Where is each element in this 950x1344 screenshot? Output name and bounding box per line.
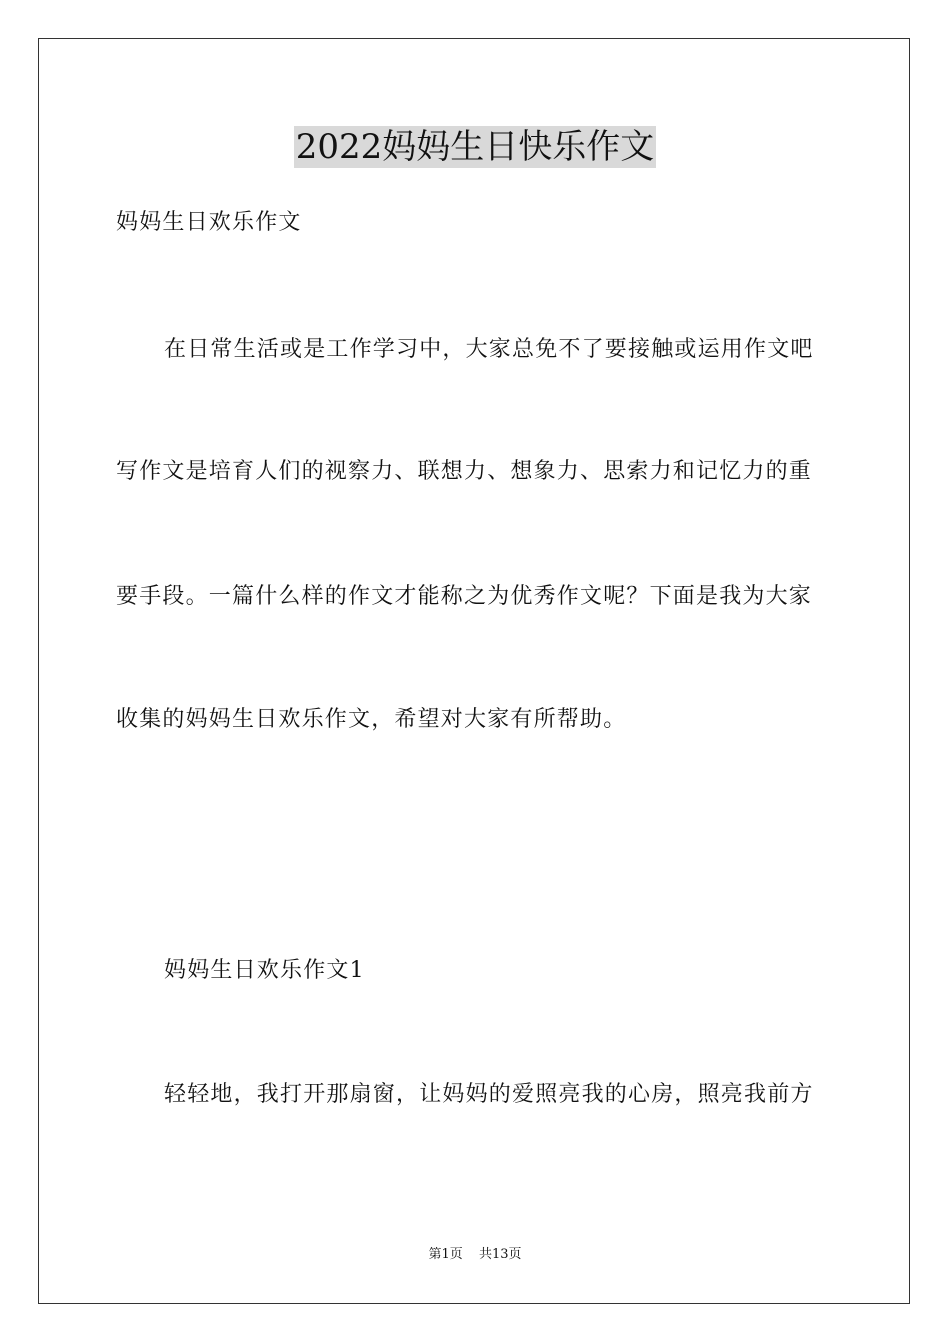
paragraph-line: 写作文是培育人们的视察力、联想力、想象力、思索力和记忆力的重 [116, 459, 813, 484]
page-number-total: 共13页 [478, 1247, 522, 1262]
title-container [0, 126, 950, 168]
document-subtitle: 妈妈生日欢乐作文 [116, 210, 302, 235]
paragraph-line: 轻轻地，我打开那扇窗，让妈妈的爱照亮我的心房，照亮我前方 [164, 1082, 814, 1107]
page-number-current: 第1页 [428, 1247, 463, 1262]
paragraph-line: 收集的妈妈生日欢乐作文，希望对大家有所帮助。 [116, 707, 627, 732]
paragraph-line: 在日常生活或是工作学习中，大家总免不了要接触或运用作文吧 [164, 337, 814, 362]
page-footer [0, 1246, 950, 1264]
paragraph-line: 要手段。一篇什么样的作文才能称之为优秀作文呢？下面是我为大家 [116, 584, 813, 609]
document-title: 2022妈妈生日快乐作文 [295, 127, 655, 167]
section-heading: 妈妈生日欢乐作文1 [164, 958, 365, 983]
